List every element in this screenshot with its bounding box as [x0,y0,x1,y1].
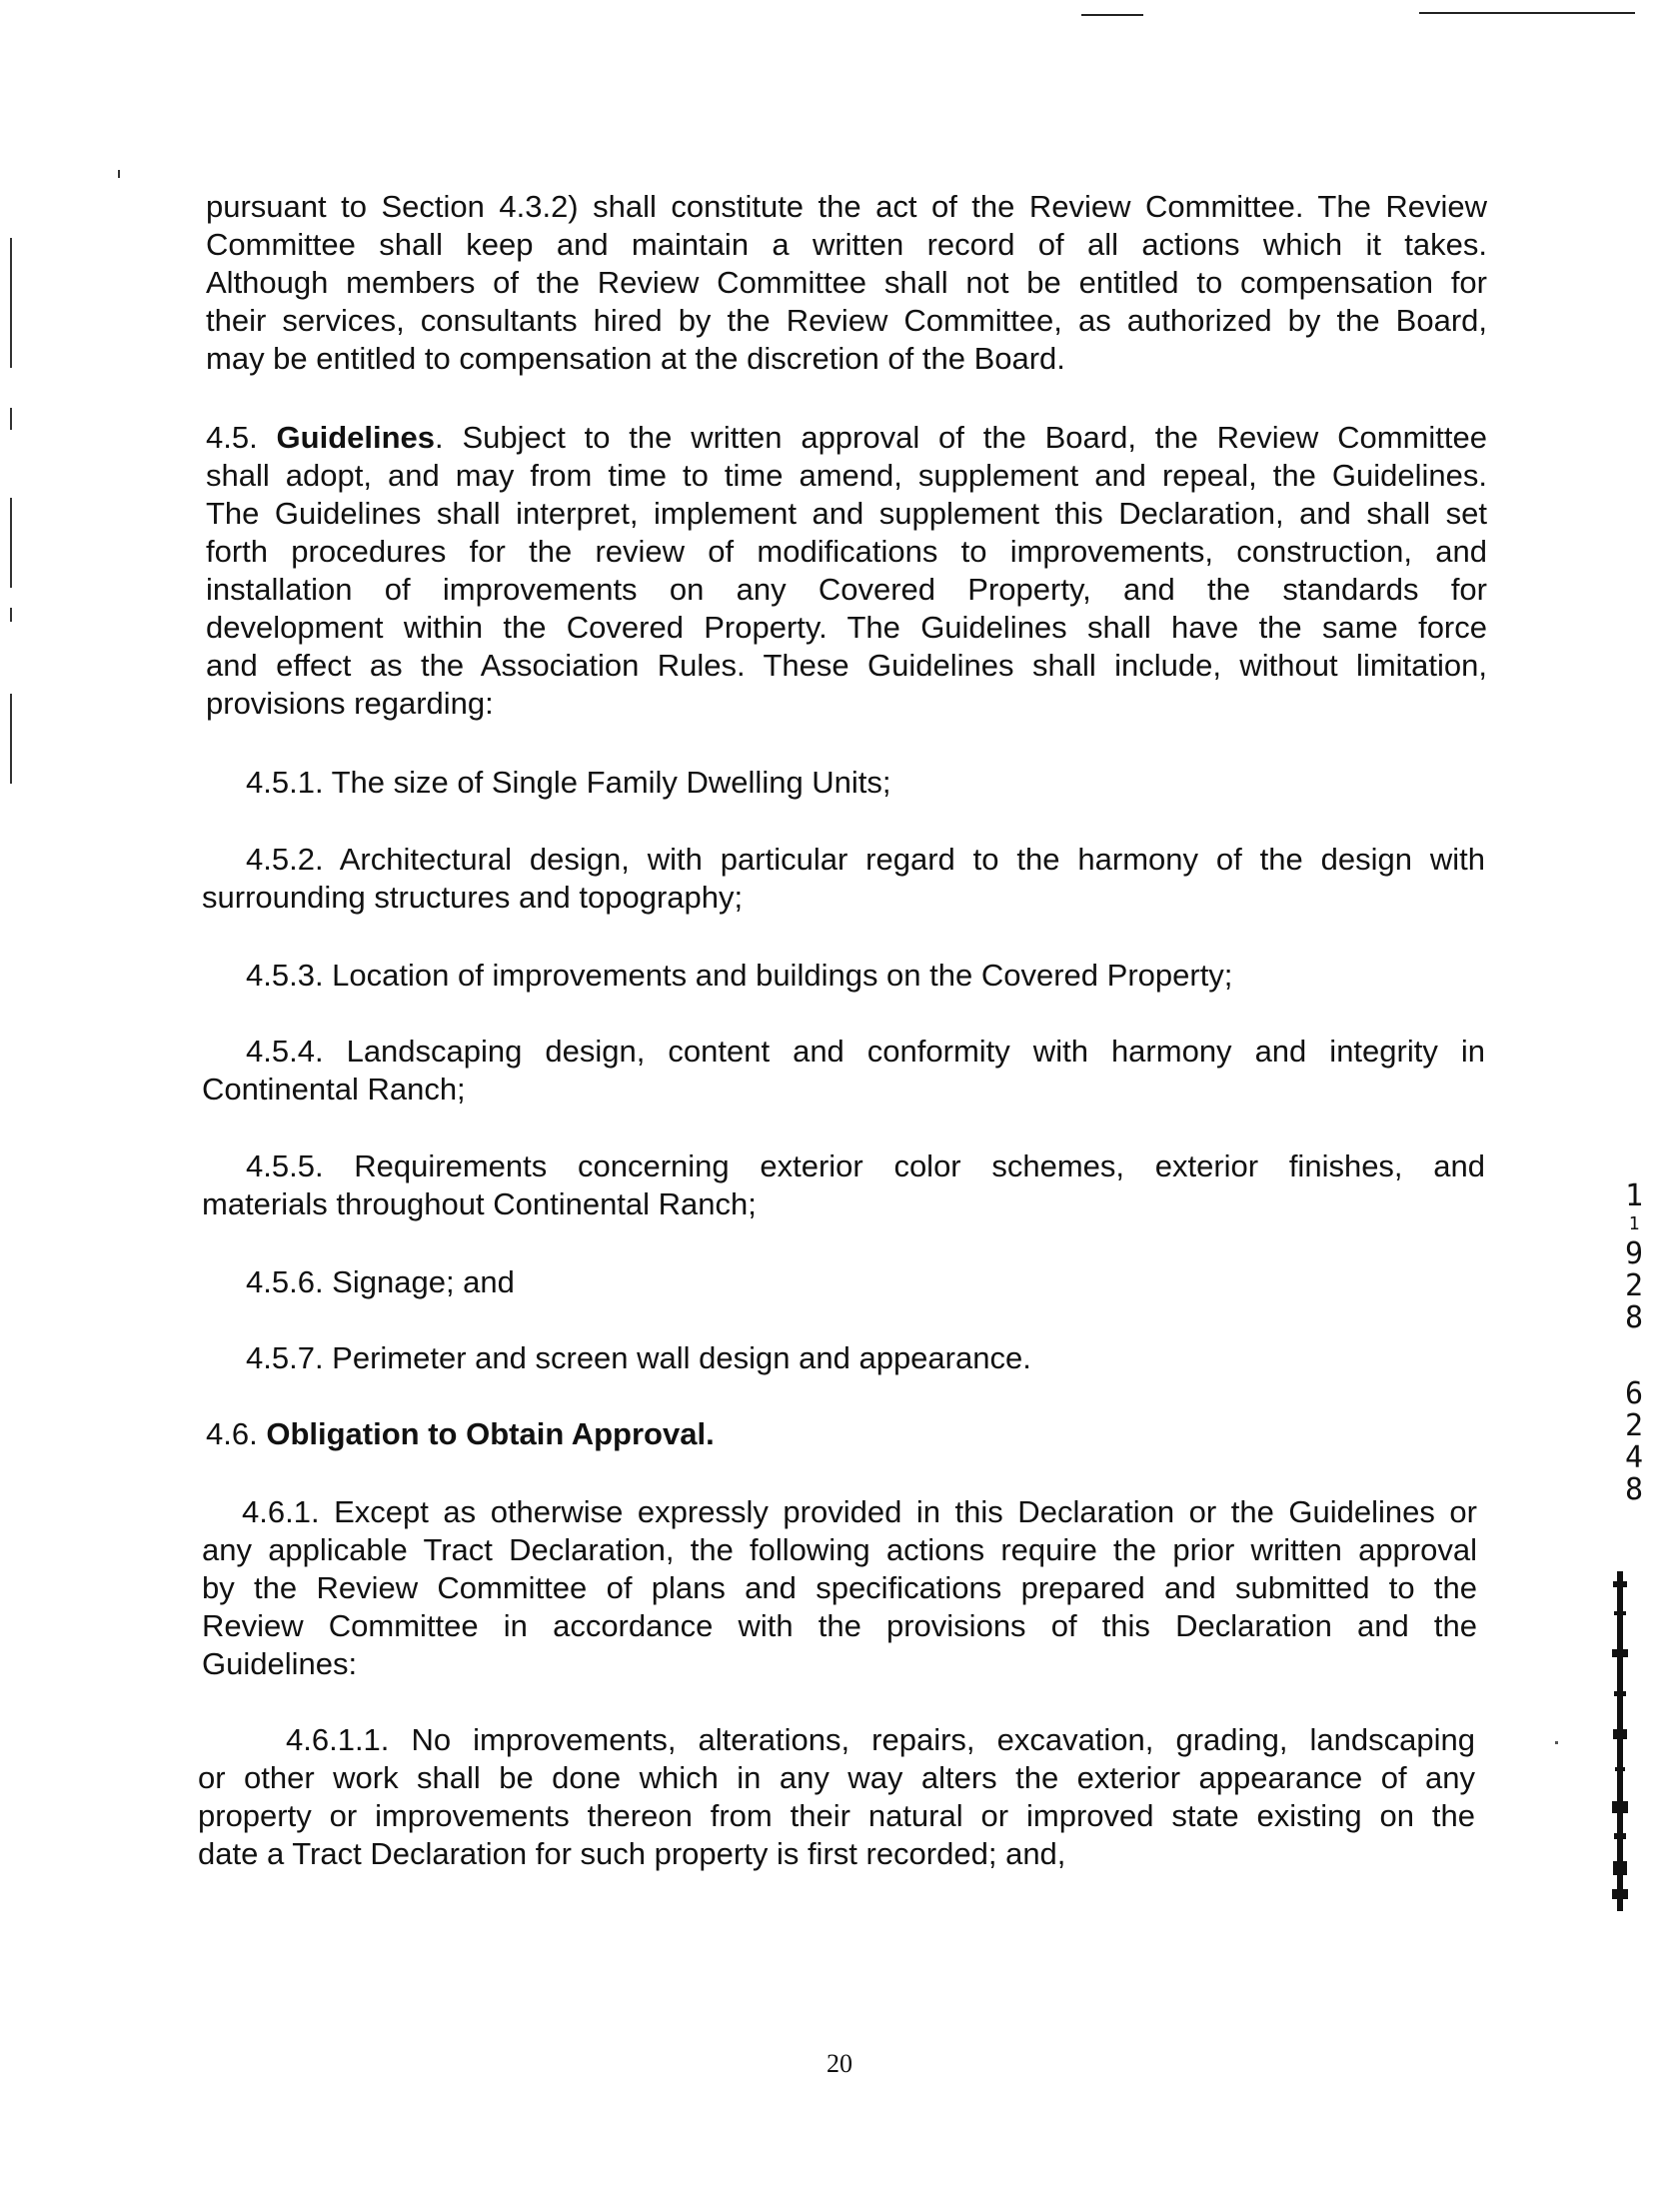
paragraph-line: by the Review Committee of plans and specifications prepared and submitted to the [202,1570,1477,1605]
recording-stamp-digit: 1 [1628,1213,1640,1234]
recording-stamp-digit: 1 [1624,1178,1644,1213]
list-item-4-5-7: 4.5.7. Perimeter and screen wall design and appearance. [246,1340,1031,1375]
recording-stamp-digit: 6 [1624,1376,1644,1411]
scan-mark [10,694,12,784]
paragraph-line: date a Tract Declaration for such property is first recorded; and, [198,1836,1066,1871]
paragraph-line: property or improvements thereon from their natural or improved state existing on the [198,1798,1475,1833]
section-heading: Obligation to Obtain Approval. [266,1416,715,1451]
scan-rule-right [1419,12,1635,14]
paragraph-line: shall adopt, and may from time to time amend, supplement and repeal, the Guidelines. [206,458,1487,493]
paragraph-line: any applicable Tract Declaration, the following actions require the prior written approval [202,1532,1477,1567]
scan-rule-left [1081,14,1143,16]
recording-stamp-digit: 8 [1624,1300,1644,1335]
paragraph-line: their services, consultants hired by the Review Committee, as authorized by the Board, [206,303,1487,338]
paragraph-line: The Guidelines shall interpret, implement and supplement this Declaration, and shall set [206,496,1487,531]
paragraph-line: 4.6.1.1. No improvements, alterations, repairs, excavation, grading, landscaping [286,1722,1475,1757]
section-text: . Subject to the written approval of the Board, the Review Committee [435,420,1487,455]
paragraph-line: may be entitled to compensation at the discretion of the Board. [206,341,1065,376]
list-item-4-5-5: 4.5.5. Requirements concerning exterior color schemes, exterior finishes, and [246,1148,1485,1183]
paragraph-line: or other work shall be done which in any way alters the exterior appearance of any [198,1760,1475,1795]
paragraph-line: Guidelines: [202,1646,358,1681]
list-item-4-5-5-cont: materials throughout Continental Ranch; [202,1186,757,1221]
paragraph-line: development within the Covered Property. The Guidelines shall have the same force [206,610,1487,645]
section-4-5-first-line [206,419,1487,457]
list-item-4-5-2-cont: surrounding structures and topography; [202,880,744,915]
list-item-4-5-2: 4.5.2. Architectural design, with particular regard to the harmony of the design with [246,842,1485,877]
paragraph-line: installation of improvements on any Covered Property, and the standards for [206,572,1487,607]
list-item-4-5-4: 4.5.4. Landscaping design, content and conformity with harmony and integrity in [246,1034,1485,1069]
paragraph-line: forth procedures for the review of modifications to improvements, construction, and [206,534,1487,569]
paragraph-line: Review Committee in accordance with the provisions of this Declaration and the [202,1608,1477,1643]
scan-mark [10,608,12,622]
paragraph-line: provisions regarding: [206,686,494,721]
section-number: 4.5. [206,420,258,455]
section-heading: Guidelines [276,420,436,455]
recording-stamp-digit: 8 [1624,1472,1644,1507]
recording-stamp-digit: 2 [1624,1408,1644,1443]
list-item-4-5-4-cont: Continental Ranch; [202,1072,466,1106]
section-4-6-heading [206,1415,1487,1453]
list-item-4-5-6: 4.5.6. Signage; and [246,1264,515,1299]
scan-mark [10,238,12,368]
list-item-4-5-1: 4.5.1. The size of Single Family Dwelling Units; [246,765,891,800]
paragraph-line: and effect as the Association Rules. These Guidelines shall include, without limitation, [206,648,1487,683]
paragraph-line: Committee shall keep and maintain a written record of all actions which it takes. [206,227,1487,262]
paragraph-line: Although members of the Review Committee shall not be entitled to compensation for [206,265,1487,300]
scan-speck [1555,1741,1558,1744]
recording-stamp-digit: 9 [1624,1236,1644,1271]
paragraph-line: pursuant to Section 4.3.2) shall constitute the act of the Review Committee. The Review [206,189,1487,224]
recording-stamp-digit: 2 [1624,1268,1644,1303]
section-number: 4.6. [206,1416,258,1451]
paragraph-line: 4.6.1. Except as otherwise expressly provided in this Declaration or the Guidelines or [242,1494,1477,1529]
scan-mark [10,498,12,588]
barcode-icon [1611,1571,1629,1911]
recording-stamp-digit: 4 [1624,1440,1644,1475]
list-item-4-5-3: 4.5.3. Location of improvements and buildings on the Covered Property; [246,958,1233,993]
page-number: 20 [827,2049,852,2078]
scan-mark [10,408,12,430]
scan-mark [118,170,120,178]
